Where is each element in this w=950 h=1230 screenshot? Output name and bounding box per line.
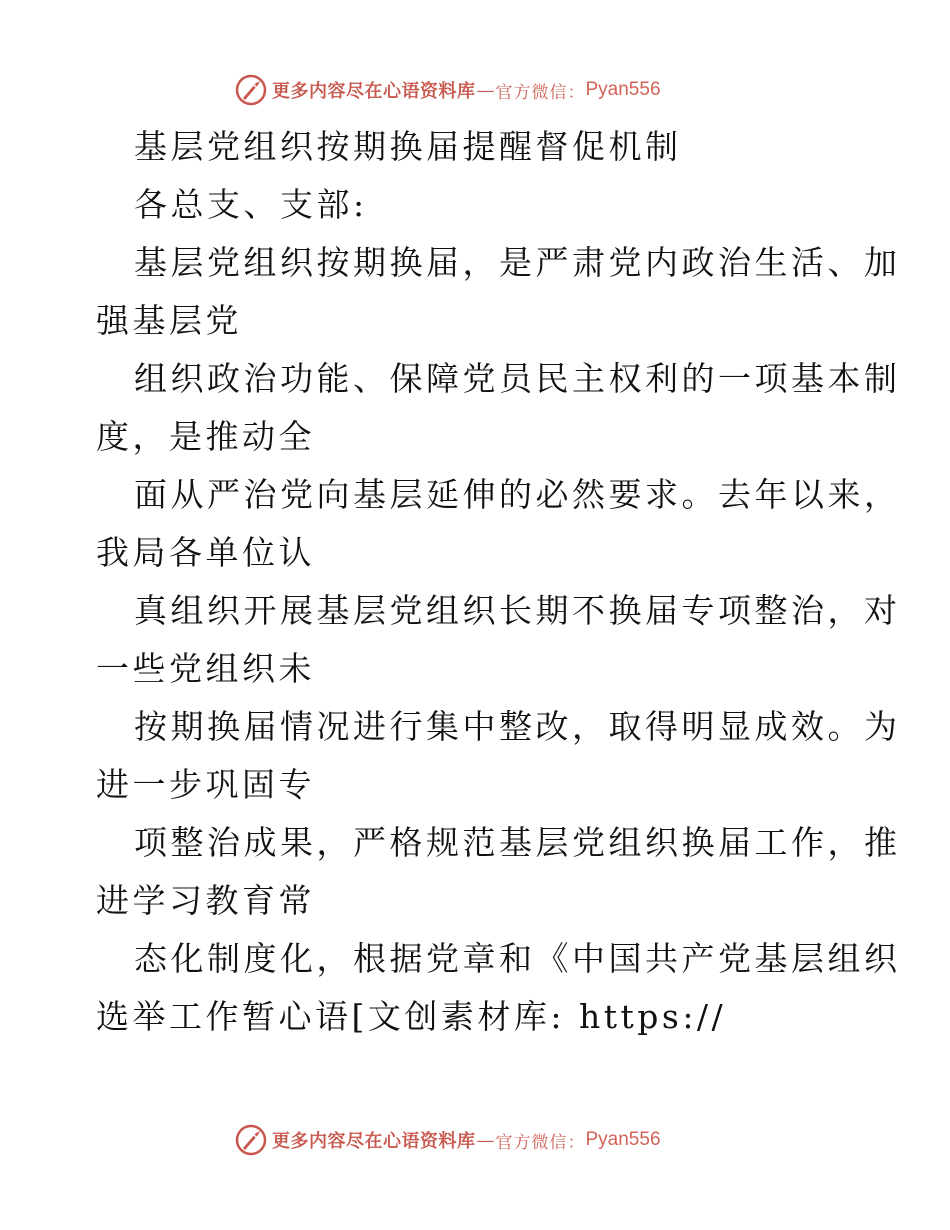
watermark-dash: —: [476, 1129, 495, 1151]
document-salutation: 各总支、支部:: [134, 185, 368, 224]
paragraph-line: 按期换届情况进行集中整改，取得明显成效。为: [134, 707, 901, 746]
watermark-main-text: 更多内容尽在心语资料库: [272, 1131, 476, 1152]
paragraph-line: 度，是推动全: [96, 417, 315, 456]
header-watermark: [234, 72, 661, 108]
paragraph-line: 基层党组织按期换届，是严肃党内政治生活、加: [134, 243, 901, 282]
watermark-dash: —: [476, 79, 495, 101]
document-title: 基层党组织按期换届提醒督促机制: [134, 127, 682, 166]
paragraph-line: 我局各单位认: [96, 533, 315, 572]
watermark-wechat-label: 官方微信：: [495, 82, 586, 103]
watermark-main-text: 更多内容尽在心语资料库: [272, 81, 476, 102]
paragraph-line: 选举工作暂心语[文创素材库: https://: [96, 997, 727, 1036]
paragraph-line: 组织政治功能、保障党员民主权利的一项基本制: [134, 359, 901, 398]
paragraph-line: 真组织开展基层党组织长期不换届专项整治，对: [134, 591, 901, 630]
paragraph-line: 强基层党: [96, 301, 242, 340]
watermark-wechat-id: Pyan556: [585, 1129, 661, 1150]
paragraph-line: 面从严治党向基层延伸的必然要求。去年以来，: [134, 475, 901, 514]
paragraph-line: 项整治成果，严格规范基层党组织换届工作，推: [134, 823, 901, 862]
watermark-wechat-label: 官方微信：: [495, 1132, 586, 1153]
paragraph-line: 一些党组织未: [96, 649, 315, 688]
quill-pen-logo-icon: [234, 73, 268, 107]
quill-pen-logo-icon: [234, 1123, 268, 1157]
paragraph-line: 态化制度化，根据党章和《中国共产党基层组织: [134, 939, 901, 978]
paragraph-line: 进一步巩固专: [96, 765, 315, 804]
watermark-wechat-id: Pyan556: [585, 79, 661, 100]
footer-watermark: [234, 1122, 661, 1158]
paragraph-line: 进学习教育常: [96, 881, 315, 920]
